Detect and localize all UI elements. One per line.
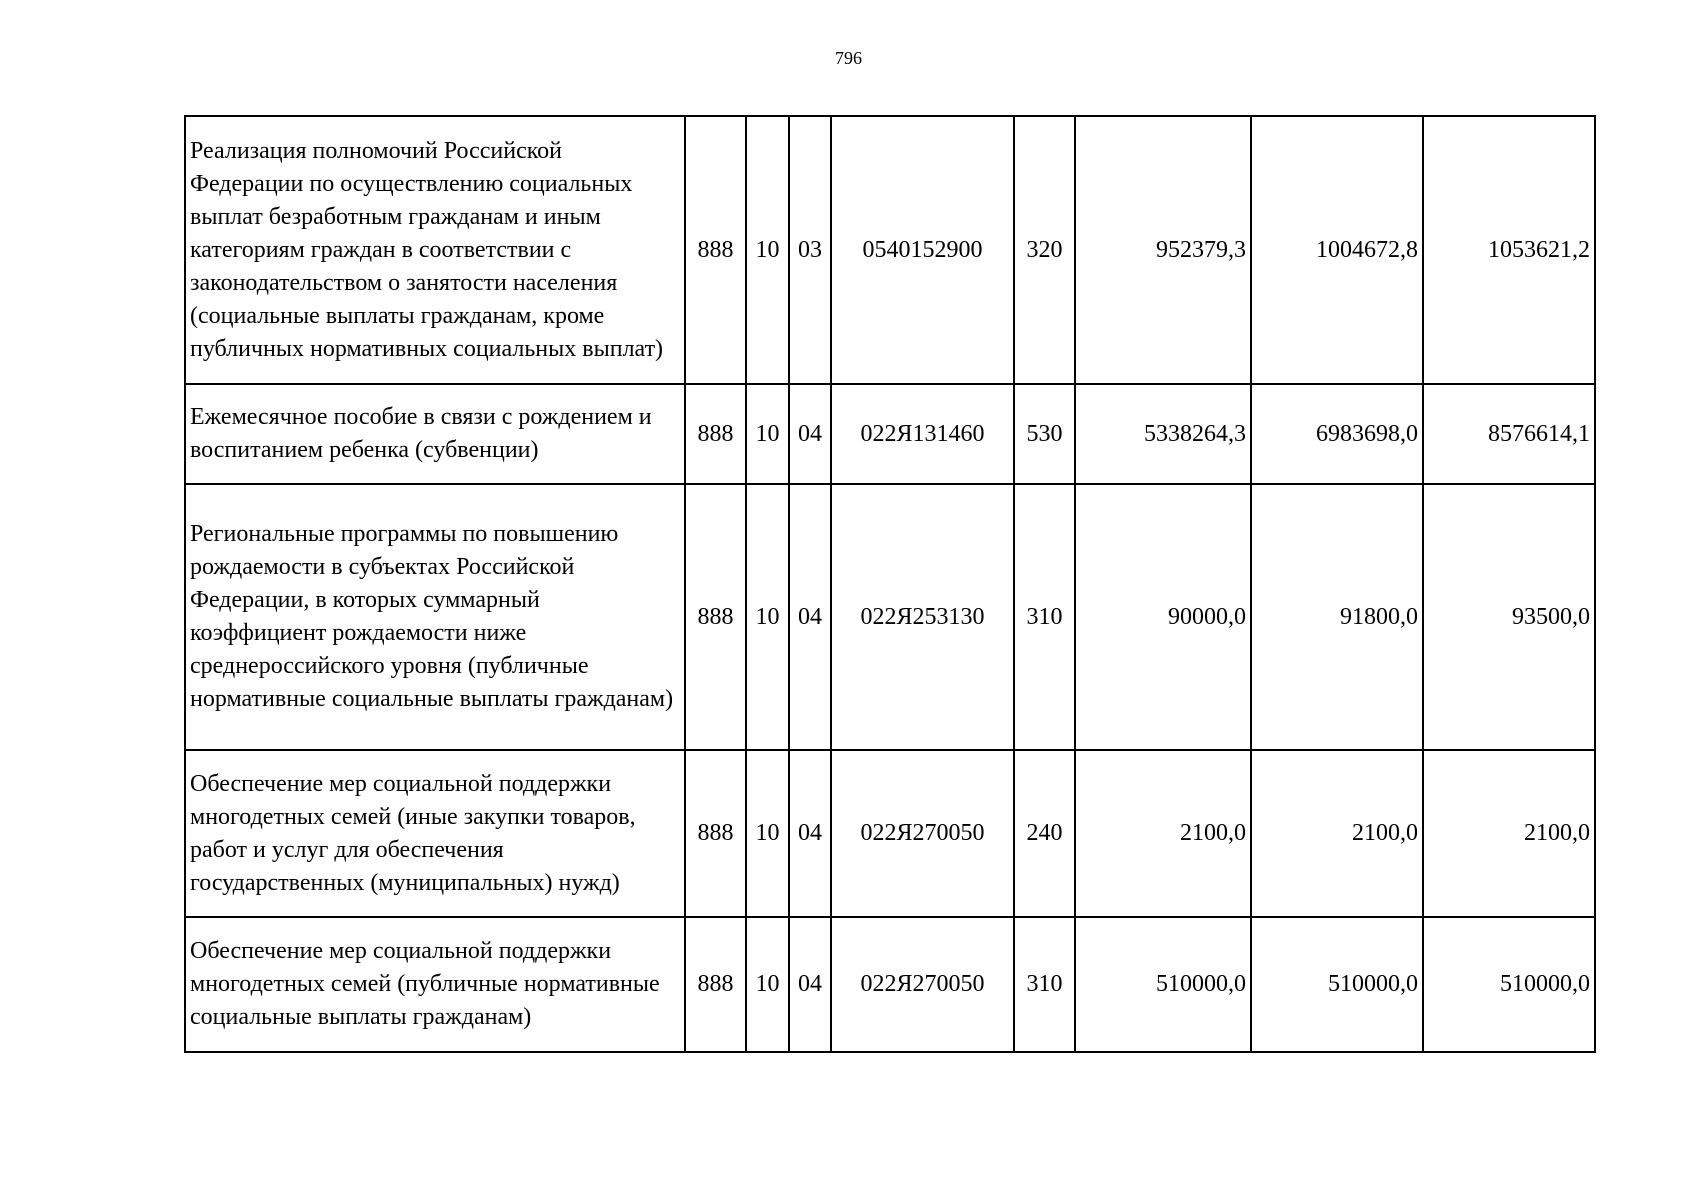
amount-year-3: 1053621,2: [1423, 116, 1595, 384]
ministry-code: 888: [685, 484, 746, 750]
amount-year-2: 1004672,8: [1251, 116, 1423, 384]
table-row: [185, 484, 1595, 750]
row-description: Региональные программы по повышению рождаемости в субъектах Российской Федерации, в которых суммарный коэффициент рождаемости ниже среднероссийского уровня (публичные нормативные социальные выплаты гражданам): [185, 484, 685, 750]
amount-year-2: 510000,0: [1251, 917, 1423, 1052]
expense-type-code: 240: [1014, 750, 1075, 917]
amount-year-1: 2100,0: [1075, 750, 1251, 917]
amount-year-1: 5338264,3: [1075, 384, 1251, 484]
subsection-code: 04: [789, 750, 831, 917]
section-code: 10: [746, 384, 789, 484]
subsection-code: 04: [789, 917, 831, 1052]
target-article-code: 022Я270050: [831, 917, 1014, 1052]
ministry-code: 888: [685, 384, 746, 484]
table-row: [185, 917, 1595, 1052]
ministry-code: 888: [685, 750, 746, 917]
row-description: Обеспечение мер социальной поддержки многодетных семей (публичные нормативные социальные выплаты гражданам): [185, 917, 685, 1052]
amount-year-3: 510000,0: [1423, 917, 1595, 1052]
target-article-code: 022Я253130: [831, 484, 1014, 750]
subsection-code: 04: [789, 484, 831, 750]
section-code: 10: [746, 917, 789, 1052]
target-article-code: 022Я270050: [831, 750, 1014, 917]
expense-type-code: 310: [1014, 917, 1075, 1052]
section-code: 10: [746, 484, 789, 750]
amount-year-1: 510000,0: [1075, 917, 1251, 1052]
expense-type-code: 320: [1014, 116, 1075, 384]
expense-type-code: 530: [1014, 384, 1075, 484]
amount-year-2: 91800,0: [1251, 484, 1423, 750]
ministry-code: 888: [685, 116, 746, 384]
subsection-code: 04: [789, 384, 831, 484]
table-row: [185, 750, 1595, 917]
amount-year-3: 2100,0: [1423, 750, 1595, 917]
row-description: Ежемесячное пособие в связи с рождением и воспитанием ребенка (субвенции): [185, 384, 685, 484]
section-code: 10: [746, 750, 789, 917]
amount-year-3: 93500,0: [1423, 484, 1595, 750]
subsection-code: 03: [789, 116, 831, 384]
expense-type-code: 310: [1014, 484, 1075, 750]
row-description: Обеспечение мер социальной поддержки многодетных семей (иные закупки товаров, работ и услуг для обеспечения государственных (муниципальных) нужд): [185, 750, 685, 917]
budget-table: [184, 115, 1596, 1053]
table-row: [185, 384, 1595, 484]
amount-year-3: 8576614,1: [1423, 384, 1595, 484]
amount-year-2: 6983698,0: [1251, 384, 1423, 484]
amount-year-1: 90000,0: [1075, 484, 1251, 750]
target-article-code: 022Я131460: [831, 384, 1014, 484]
target-article-code: 0540152900: [831, 116, 1014, 384]
page-number: 796: [835, 48, 862, 68]
amount-year-1: 952379,3: [1075, 116, 1251, 384]
ministry-code: 888: [685, 917, 746, 1052]
amount-year-2: 2100,0: [1251, 750, 1423, 917]
table-row: [185, 116, 1595, 384]
section-code: 10: [746, 116, 789, 384]
row-description: Реализация полномочий Российской Федерации по осуществлению социальных выплат безработным гражданам и иным категориям граждан в соответствии с законодательством о занятости населения (социальные выплаты гражданам, кроме публичных нормативных социальных выплат): [185, 116, 685, 384]
